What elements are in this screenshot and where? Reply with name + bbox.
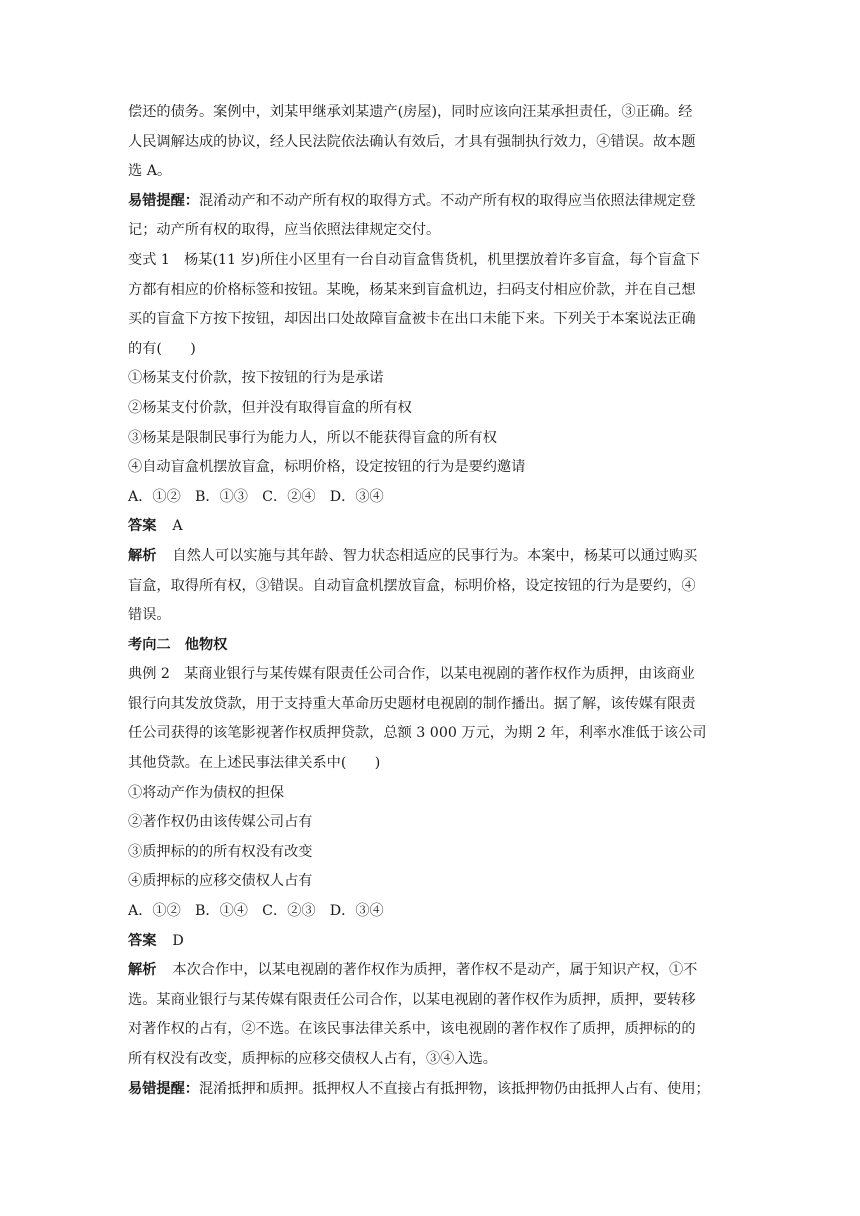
text-line: 所有权没有改变，质押标的应移交债权人占有，③④入选。 <box>128 1051 497 1067</box>
answer-label: 答案 <box>128 518 157 535</box>
option-statement: ②杨某支付价款，但并没有取得盲盒的所有权 <box>128 399 412 416</box>
option-statement: ②著作权仍由该传媒公司占有 <box>128 814 313 831</box>
analysis-label: 解析 <box>128 547 157 564</box>
text-line: 盲盒，取得所有权，③错误。自动盲盒机摆放盲盒，标明价格，设定按钮的行为是要约，④ <box>128 577 696 594</box>
answer-choices: A．①② B．①④ C．②③ D．③④ <box>128 903 384 920</box>
error-tip-line <box>128 1075 736 1105</box>
option-statement: ③杨某是限制民事行为能力人，所以不能获得盲盒的所有权 <box>128 429 497 446</box>
option-statement: ①将动产作为债权的担保 <box>128 784 285 801</box>
error-tip-label: 易错提醒： <box>128 1080 199 1097</box>
text-line: 对著作权的占有，②不选。在该民事法律关系中，该电视剧的著作权作了质押，质押标的的 <box>128 1021 696 1038</box>
text-line: 记；动产所有权的取得，应当依照法律规定交付。 <box>128 222 441 239</box>
text-line: 人民调解达成的协议，经人民法院依法确认有效后，才具有强制执行效力，④错误。故本题 <box>128 133 696 150</box>
analysis-text: 本次合作中，以某电视剧的著作权作为质押，著作权不是动产，属于知识产权，①不 <box>172 962 698 979</box>
option-statement: ③质押标的的所有权没有改变 <box>128 843 313 860</box>
answer-line <box>128 927 736 957</box>
error-tip-line <box>128 187 736 217</box>
text-line: 银行向其发放贷款，用于支持重大革命历史题材电视剧的制作播出。据了解，该传媒有限责 <box>128 695 696 712</box>
error-tip-label: 易错提醒： <box>128 192 199 209</box>
text-line: 方都有相应的价格标签和按钮。某晚，杨某来到盲盒机边，扫码支付相应价款，并在自己想 <box>128 281 696 298</box>
variant-question-line: 变式 1 杨某(11 岁)所住小区里有一台自动盲盒售货机，机里摆放着许多盲盒，每个盲盒下 <box>128 251 701 268</box>
answer-label: 答案 <box>128 932 157 949</box>
analysis-line <box>128 542 736 572</box>
error-tip-text: 混淆动产和不动产所有权的取得方式。不动产所有权的取得应当依照法律规定登 <box>198 192 696 209</box>
text-line: 其他贷款。在上述民事法律关系中( ) <box>128 755 381 772</box>
text-line: 选 A。 <box>128 163 172 180</box>
answer-choices: A．①② B．①③ C．②④ D．③④ <box>128 488 384 505</box>
option-statement: ④自动盲盒机摆放盲盒，标明价格，设定按钮的行为是要约邀请 <box>128 459 526 476</box>
text-line: 偿还的债务。案例中，刘某甲继承刘某遗产(房屋)，同时应该向汪某承担责任，③正确。经 <box>128 104 693 120</box>
answer-value: D <box>172 932 184 949</box>
answer-line <box>128 512 736 542</box>
analysis-text: 自然人可以实施与其年龄、智力状态相适应的民事行为。本案中，杨某可以通过购买 <box>172 547 698 564</box>
text-line: 错误。 <box>128 607 171 624</box>
answer-value: A <box>172 518 183 535</box>
analysis-label: 解析 <box>128 962 157 979</box>
option-statement: ④质押标的应移交债权人占有 <box>128 873 313 890</box>
text-line: 选。某商业银行与某传媒有限责任公司合作，以某电视剧的著作权作为质押，质押，要转移 <box>128 991 696 1008</box>
text-line: 任公司获得的该笔影视著作权质押贷款，总额 3 000 万元，为期 2 年，利率水准低于该公司 <box>128 725 707 742</box>
error-tip-text: 混淆抵押和质押。抵押权人不直接占有抵押物，该抵押物仍由抵押人占有、使用； <box>198 1080 710 1097</box>
text-line: 的有( ) <box>128 340 196 357</box>
document-body <box>128 98 736 1104</box>
option-statement: ①杨某支付价款，按下按钮的行为是承诺 <box>128 370 384 387</box>
text-line: 买的盲盒下方按下按钮，却因出口处故障盲盒被卡在出口未能下来。下列关于本案说法正确 <box>128 311 696 328</box>
example-question-line: 典例 2 某商业银行与某传媒有限责任公司合作，以某电视剧的著作权作为质押，由该商业 <box>128 666 695 683</box>
section-heading: 考向二 他物权 <box>128 636 228 653</box>
analysis-line <box>128 956 736 986</box>
